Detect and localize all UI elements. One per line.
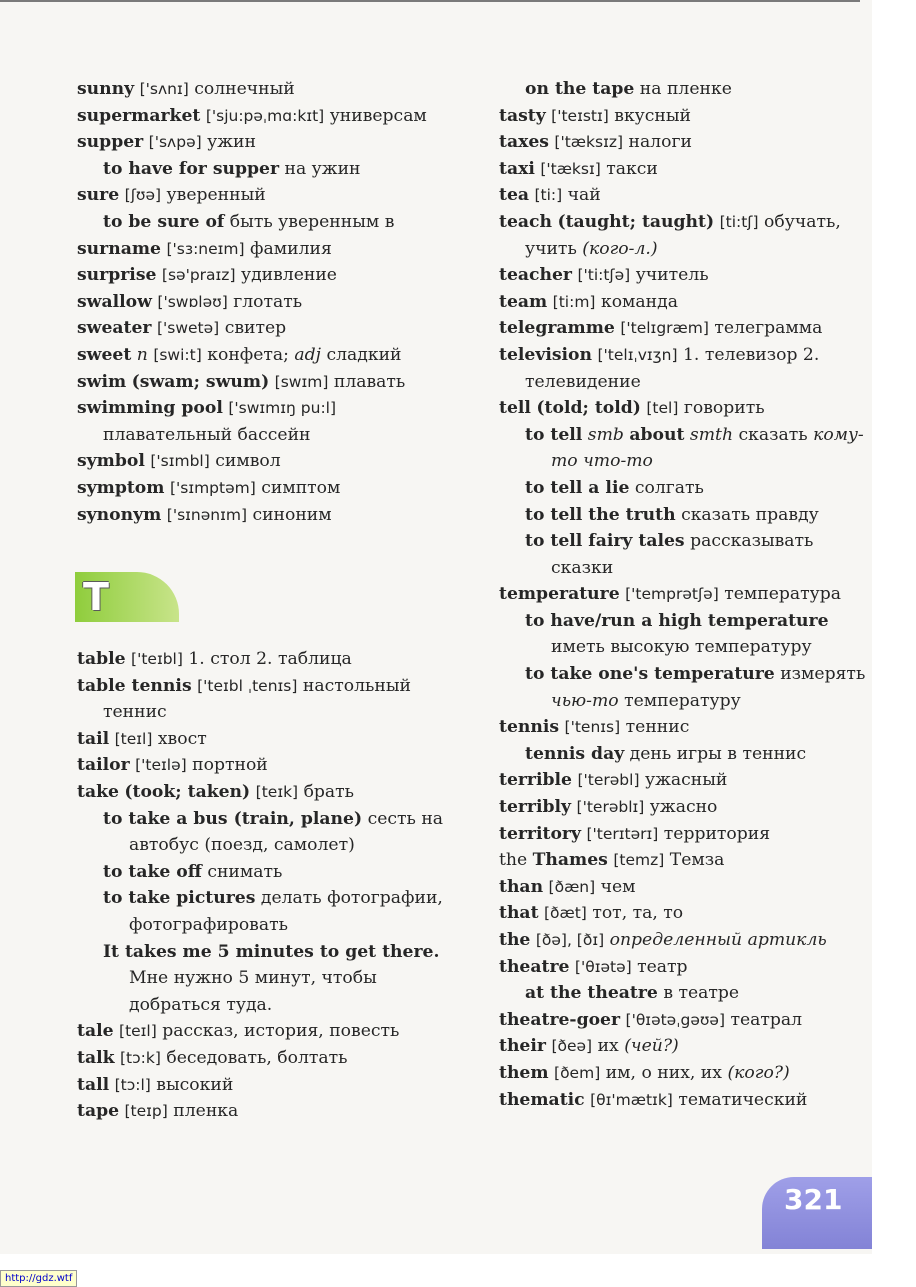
entry-headword: to tell [525, 424, 583, 445]
entry-transcription: [ti:tʃ] [719, 212, 759, 231]
dictionary-subentry [499, 980, 871, 1007]
entry-transcription: ['temprətʃə] [625, 585, 719, 604]
entry-transcription: ['teɪbl] [131, 650, 183, 669]
dictionary-entry [499, 262, 871, 289]
entry-headword: surprise [77, 265, 157, 286]
dictionary-entry [77, 726, 447, 753]
entry-translation: симптом [261, 477, 341, 498]
entry-headword: that [499, 903, 539, 924]
entry-translation: учитель [635, 265, 709, 286]
dictionary-entry [77, 315, 447, 342]
dictionary-entry [77, 752, 447, 779]
dictionary-entry [77, 395, 447, 448]
entry-translation: тематический [678, 1089, 808, 1110]
entry-translation: глотать [233, 291, 303, 312]
dictionary-entry [499, 129, 871, 156]
dictionary-entry [499, 927, 871, 954]
entry-translation: день игры в теннис [629, 743, 807, 764]
entry-translation: солнечный [194, 79, 295, 99]
entry-translation: 1. телевизор 2. телевидение [525, 344, 820, 392]
entry-translation: говорить [683, 398, 765, 419]
entry-transcription: [teɪk] [255, 783, 299, 802]
entry-translation: снимать [207, 861, 283, 882]
dictionary-entry [77, 182, 447, 209]
entry-translation: синоним [252, 504, 332, 525]
entry-translation: уверенный [166, 185, 266, 206]
entry-transcription: ['teɪlə] [135, 756, 187, 775]
dictionary-entry [77, 262, 447, 289]
entry-headword: temperature [499, 584, 620, 605]
dictionary-entry [499, 794, 871, 821]
entry-headword: territory [499, 823, 581, 844]
entry-transcription: [teɪl] [119, 1022, 157, 1041]
entry-object: smth [689, 424, 734, 445]
entry-headword: to have for supper [103, 158, 280, 179]
entry-translation: пленка [173, 1101, 239, 1122]
entry-translation: тот, та, то [592, 903, 684, 924]
dictionary-subentry [77, 209, 447, 236]
dictionary-entry [77, 1072, 447, 1099]
entry-translation: команда [600, 291, 678, 312]
entry-transcription: ['swɪmɪŋ pu:l] [228, 399, 337, 418]
entry-headword: to have/run a high temperature [525, 610, 829, 631]
entry-translation: делать фотографии, фотографировать [129, 888, 443, 936]
entry-headword: tasty [499, 105, 546, 126]
dictionary-entry [499, 581, 871, 608]
entry-note: определенный артикль [609, 930, 827, 950]
entry-forms: (taught; taught) [557, 211, 715, 232]
entry-note: adj [294, 344, 322, 365]
entry-translation: Темза [669, 850, 725, 871]
dictionary-entry [499, 900, 871, 927]
dictionary-entry [499, 874, 871, 901]
entry-headword: thematic [499, 1089, 585, 1110]
dictionary-subentry [499, 661, 871, 714]
entry-transcription: [tɔ:l] [114, 1075, 151, 1094]
entry-translation: налоги [628, 132, 692, 153]
entry-transcription: ['ti:tʃə] [577, 266, 631, 285]
watermark-link[interactable]: http://gdz.wtf [0, 1270, 77, 1287]
entry-translation: универсам [329, 105, 427, 126]
entry-abbrev: smb [587, 424, 624, 445]
entry-headword: terribly [499, 797, 572, 818]
entry-transcription: ['telɪˌvɪʒn] [597, 345, 678, 364]
entry-headword: tell [499, 398, 531, 419]
entry-translation: конфета; [207, 344, 289, 365]
entry-headword: teach [499, 211, 552, 232]
entry-headword: symbol [77, 451, 145, 472]
entry-translation: театр [637, 956, 688, 977]
dictionary-entry [77, 448, 447, 475]
entries-t [77, 646, 447, 1125]
entry-transcription: ['teɪstɪ] [551, 106, 609, 125]
entry-translation: ужин [207, 132, 256, 153]
dictionary-entry [77, 236, 447, 263]
entry-translation: им, о них, их [605, 1062, 722, 1083]
dictionary-entry [77, 103, 447, 130]
dictionary-entry [499, 209, 871, 262]
entry-headword: swallow [77, 291, 152, 312]
entry-headword: than [499, 876, 544, 897]
entry-transcription: [ðæt] [543, 904, 587, 923]
entry-headword: telegramme [499, 318, 615, 339]
right-column [499, 76, 871, 1113]
entry-headword: teacher [499, 265, 572, 286]
entry-transcription: ['tæksɪ] [540, 159, 601, 178]
entry-transcription: ['sʌpə] [148, 133, 202, 152]
entry-headword: theatre-goer [499, 1009, 621, 1030]
entry-note: (кого-л.) [582, 238, 658, 259]
dictionary-subentry [77, 939, 447, 1019]
entry-forms: (swam; swum) [131, 371, 270, 392]
dictionary-entry [77, 475, 447, 502]
entry-headword: tea [499, 185, 530, 206]
page-number-tab [762, 1177, 872, 1249]
entry-note: кому-то что-то [551, 424, 864, 472]
entry-transcription: ['sʌnɪ] [139, 80, 189, 98]
entry-headword: Thames [532, 850, 608, 871]
entry-transcription: [temz] [613, 851, 665, 870]
dictionary-subentry [499, 422, 871, 475]
dictionary-entry [499, 395, 871, 422]
dictionary-entry [77, 76, 447, 103]
entry-transcription: ['tæksɪz] [554, 133, 624, 152]
entry-headword: the [499, 930, 531, 950]
dictionary-entry [77, 502, 447, 529]
entry-headword: terrible [499, 770, 572, 791]
dictionary-entry [499, 182, 871, 209]
dictionary-entry [77, 646, 447, 673]
dictionary-entry [499, 847, 871, 874]
entry-headword: tailor [77, 755, 130, 776]
entry-transcription: ['θɪətəˌgəʊə] [625, 1010, 726, 1029]
entry-headword: sure [77, 185, 120, 206]
dictionary-entry [499, 315, 871, 342]
entry-headword: supper [77, 132, 144, 153]
entry-translation: телеграмма [714, 318, 823, 339]
dictionary-entry [499, 156, 871, 183]
section-gap [77, 528, 447, 572]
entry-transcription: ['swɒləʊ] [157, 292, 228, 311]
entry-headword: to tell a lie [525, 477, 630, 498]
entry-headword: television [499, 344, 593, 365]
entry-headword: to take off [103, 861, 202, 882]
entry-transcription: ['sɪmptəm] [169, 478, 256, 497]
entry-translation: сказать правду [681, 504, 819, 525]
section-letter: T [83, 575, 109, 620]
dictionary-subentry [77, 859, 447, 886]
entry-translation: в театре [663, 983, 740, 1004]
entry-translation: театрал [730, 1009, 803, 1030]
dictionary-subentry [499, 741, 871, 768]
entry-transcription: ['sju:pəˌmɑ:kɪt] [205, 106, 325, 125]
entry-translation: вкусный [614, 105, 692, 126]
entry-transcription: [ðæn] [548, 877, 596, 896]
entry-transcription: [ðem] [554, 1063, 601, 1082]
dictionary-subentry [77, 806, 447, 859]
dictionary-entry [77, 342, 447, 369]
entry-translation: рассказывать сказки [551, 531, 814, 578]
entry-translation: иметь высокую температуру [551, 637, 812, 658]
section-letter-badge [75, 572, 179, 622]
entry-headword: table tennis [77, 675, 192, 696]
entry-abbrev: n [136, 344, 148, 365]
entry-translation-2: температуру [624, 690, 741, 711]
dictionary-entry [499, 954, 871, 981]
entry-headword: swimming pool [77, 398, 223, 419]
entry-translation: солгать [634, 477, 704, 498]
dictionary-entry [77, 289, 447, 316]
entry-headword: on the tape [525, 79, 635, 99]
entry-translation: сказать [738, 424, 808, 445]
entry-prefix: the [499, 850, 528, 871]
dictionary-entry [77, 779, 447, 806]
entry-note: (чей?) [624, 1036, 679, 1057]
entry-headword: swim [77, 371, 127, 392]
entry-transcription: [teɪl] [114, 729, 153, 748]
entry-transcription: ['θɪətə] [574, 957, 632, 976]
entry-translation: рассказ, история, повесть [162, 1021, 400, 1042]
entry-transcription: [ti:m] [552, 292, 596, 311]
entry-headword: table [77, 649, 126, 670]
dictionary-entry [77, 369, 447, 396]
dictionary-subentry [499, 502, 871, 529]
entry-translation-2: сладкий [326, 344, 402, 365]
entry-forms: about [629, 424, 685, 445]
entry-headword: talk [77, 1048, 115, 1068]
entry-translation: сесть на автобус (поезд, самолет) [129, 808, 444, 856]
dictionary-subentry [499, 528, 871, 581]
entry-headword: sweet [77, 344, 132, 365]
entry-transcription: ['sɪmbl] [150, 452, 210, 471]
entry-translation: фамилия [250, 238, 332, 259]
left-column [77, 76, 447, 1125]
entry-transcription: [sə'praɪz] [161, 266, 236, 285]
entry-headword: It takes me 5 minutes to get there. [103, 941, 440, 962]
entry-transcription: [teɪp] [124, 1102, 168, 1121]
entry-headword: tail [77, 728, 110, 749]
entry-headword: synonym [77, 504, 162, 525]
dictionary-subentry [499, 76, 871, 103]
dictionary-entry [499, 767, 871, 794]
entry-headword: symptom [77, 477, 165, 498]
entry-headword: to take pictures [103, 888, 256, 909]
entry-headword: taxes [499, 132, 549, 153]
entry-translation: хвост [157, 728, 207, 749]
entry-headword: team [499, 291, 548, 312]
entry-translation: беседовать, болтать [166, 1048, 348, 1068]
entry-translation: такси [606, 158, 658, 179]
entry-translation: их [597, 1036, 619, 1057]
entry-transcription: ['terəblɪ] [576, 798, 645, 817]
entries-s [77, 76, 447, 528]
dictionary-entry [499, 1060, 871, 1087]
page-number: 321 [784, 1183, 843, 1216]
entry-transcription: [swi:t] [153, 345, 202, 364]
entry-translation: свитер [224, 318, 287, 339]
entry-translation: Мне нужно 5 минут, чтобы добраться туда. [129, 968, 377, 1015]
entry-translation: брать [303, 782, 355, 803]
entry-transcription: [swɪm] [274, 372, 329, 391]
entry-translation: чем [600, 876, 636, 897]
dictionary-entry [499, 1087, 871, 1114]
entry-headword: supermarket [77, 105, 201, 126]
dictionary-entry [499, 821, 871, 848]
entry-headword: tale [77, 1021, 114, 1042]
entry-translation: портной [192, 755, 268, 776]
entry-translation: на пленке [639, 79, 732, 99]
entry-translation: быть уверенным в [229, 211, 395, 232]
dictionary-entry [499, 103, 871, 130]
entry-forms: (told; told) [536, 398, 641, 419]
entry-translation: плавать [333, 371, 406, 392]
entry-note: (кого?) [727, 1062, 790, 1083]
entry-headword: to tell the truth [525, 504, 676, 525]
entry-translation: 1. стол 2. таблица [188, 649, 352, 670]
entry-transcription: [ti:] [534, 186, 563, 205]
entry-translation: ужасный [644, 770, 728, 791]
entry-headword: their [499, 1036, 546, 1057]
entry-translation: теннис [625, 717, 690, 738]
entry-headword: to tell fairy tales [525, 531, 685, 552]
entry-translation: чай [567, 185, 601, 206]
dictionary-entry [499, 714, 871, 741]
dictionary-entry [77, 1045, 447, 1072]
entry-transcription: ['telɪgræm] [620, 319, 709, 338]
dictionary-subentry [77, 885, 447, 938]
entry-transcription: [ðə], [ðɪ] [535, 931, 605, 949]
entry-transcription: ['sɜ:neɪm] [166, 239, 245, 258]
dictionary-subentry [499, 475, 871, 502]
entry-transcription: [tɔ:k] [119, 1049, 161, 1067]
dictionary-entry [77, 673, 447, 726]
entry-note: чью-то [551, 690, 619, 711]
entry-translation: плавательный бассейн [103, 424, 311, 445]
entry-translation: температура [724, 584, 842, 605]
dictionary-entry [499, 1007, 871, 1034]
entry-transcription: ['swetə] [156, 319, 220, 338]
entry-transcription: [θɪ'mætɪk] [590, 1090, 673, 1109]
dictionary-subentry [499, 608, 871, 661]
entry-headword: sweater [77, 318, 152, 339]
entry-headword: surname [77, 238, 161, 259]
entry-headword: taxi [499, 158, 535, 179]
dictionary-entry [77, 129, 447, 156]
entry-headword: take [77, 782, 119, 803]
entry-headword: to be sure of [103, 211, 225, 232]
entry-headword: tall [77, 1074, 110, 1095]
entry-transcription: ['terɪtərɪ] [586, 824, 659, 843]
entry-headword: theatre [499, 956, 570, 977]
dictionary-entry [77, 1098, 447, 1125]
entry-translation: настольный теннис [103, 675, 411, 723]
entry-headword: tennis [499, 717, 560, 738]
entry-translation: ужасно [649, 797, 718, 818]
dictionary-entry [77, 1018, 447, 1045]
entry-headword: sunny [77, 79, 135, 99]
entry-transcription: ['sɪnənɪm] [166, 505, 247, 524]
entry-transcription: ['tenɪs] [564, 718, 621, 737]
entry-translation: обучать, учить [525, 211, 841, 259]
entry-headword: tennis day [525, 743, 625, 764]
entry-forms: (took; taken) [124, 782, 251, 803]
entry-translation: измерять [780, 664, 866, 685]
entry-headword: them [499, 1062, 549, 1083]
entries-t-continued [499, 76, 871, 1113]
entry-translation: символ [215, 451, 281, 472]
entry-translation: высокий [156, 1074, 234, 1095]
entry-translation: на ужин [284, 158, 361, 179]
entry-transcription: [ʃʊə] [124, 186, 162, 205]
entry-headword: to take a bus (train, plane) [103, 808, 363, 829]
entry-transcription: ['terəbl] [577, 771, 640, 790]
dictionary-entry [499, 342, 871, 395]
entry-translation: территория [663, 823, 771, 844]
dictionary-entry [499, 289, 871, 316]
entry-headword: tape [77, 1101, 120, 1122]
entry-headword: at the theatre [525, 983, 658, 1004]
dictionary-entry [499, 1033, 871, 1060]
dictionary-subentry [77, 156, 447, 183]
entry-headword: to take one's temperature [525, 664, 775, 685]
entry-transcription: ['teɪbl ˌtenɪs] [197, 676, 298, 695]
entry-transcription: [ðeə] [551, 1037, 593, 1056]
entry-translation: удивление [240, 265, 337, 286]
top-rule [0, 0, 860, 2]
entry-transcription: [tel] [646, 399, 679, 418]
